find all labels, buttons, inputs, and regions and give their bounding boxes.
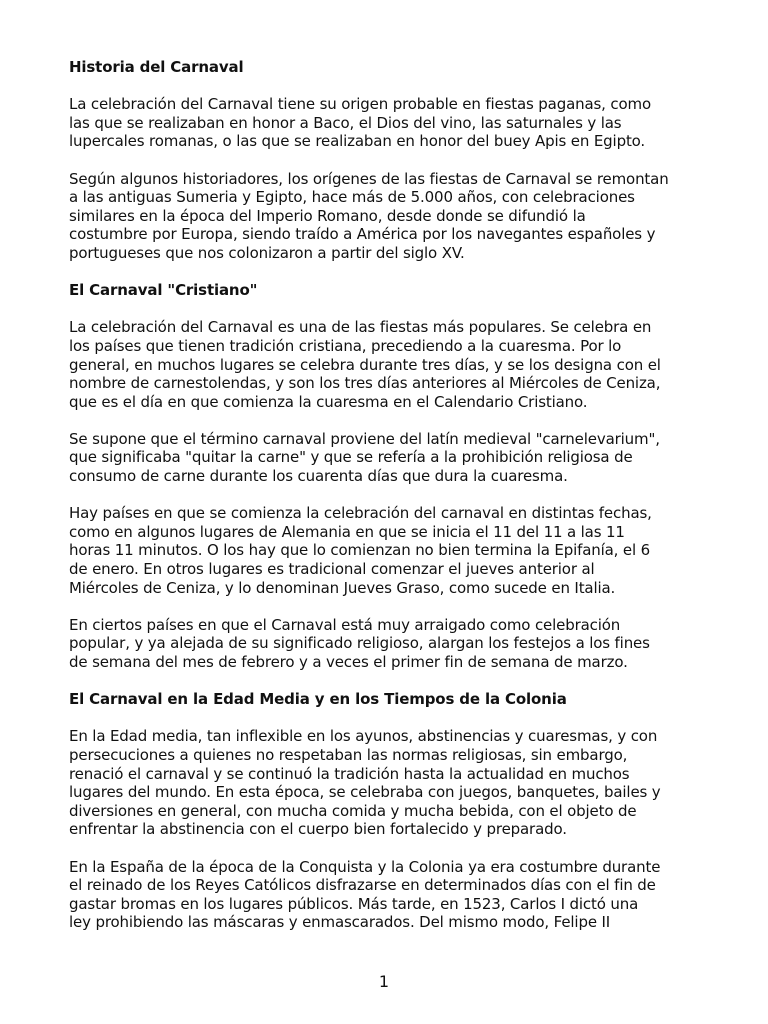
section-heading: El Carnaval "Cristiano" bbox=[69, 281, 258, 300]
paragraph bbox=[69, 170, 709, 263]
text-line: diversiones en general, con mucha comida y mucha bebida, con el objeto de bbox=[69, 801, 637, 820]
section-heading: El Carnaval en la Edad Media y en los Tiempos de la Colonia bbox=[69, 690, 567, 709]
text-line: renació el carnaval y se continuó la tradición hasta la actualidad en muchos bbox=[69, 764, 630, 783]
text-line: La celebración del Carnaval es una de las fiestas más populares. Se celebra en bbox=[69, 318, 652, 337]
document-page bbox=[69, 58, 709, 932]
text-line: las que se realizaban en honor a Baco, el Dios del vino, las saturnales y las bbox=[69, 113, 622, 132]
text-line: similares en la época del Imperio Romano, desde donde se difundió la bbox=[69, 206, 586, 225]
text-line: En la España de la época de la Conquista y la Colonia ya era costumbre durante bbox=[69, 857, 661, 876]
text-line: los países que tienen tradición cristiana, precediendo a la cuaresma. Por lo bbox=[69, 336, 622, 355]
paragraph bbox=[69, 95, 709, 151]
paragraph bbox=[69, 430, 709, 486]
text-line: La celebración del Carnaval tiene su origen probable en fiestas paganas, como bbox=[69, 95, 652, 114]
text-line: que es el día en que comienza la cuaresma en el Calendario Cristiano. bbox=[69, 392, 588, 411]
text-line: portugueses que nos colonizaron a partir del siglo XV. bbox=[69, 243, 465, 262]
text-line: Hay países en que se comienza la celebración del carnaval en distintas fechas, bbox=[69, 504, 652, 523]
text-line: de enero. En otros lugares es tradicional comenzar el jueves anterior al bbox=[69, 560, 595, 579]
page-number: 1 bbox=[378, 972, 390, 991]
paragraph bbox=[69, 318, 709, 411]
text-line: que significaba "quitar la carne" y que se refería a la prohibición religiosa de bbox=[69, 448, 633, 467]
text-line: gastar bromas en los lugares públicos. Más tarde, en 1523, Carlos I dictó una bbox=[69, 894, 639, 913]
text-line: Según algunos historiadores, los orígenes de las fiestas de Carnaval se remontan bbox=[69, 169, 669, 188]
paragraph bbox=[69, 727, 709, 839]
text-line: enfrentar la abstinencia con el cuerpo bien fortalecido y preparado. bbox=[69, 820, 567, 839]
paragraph bbox=[69, 858, 709, 932]
paragraph bbox=[69, 504, 709, 597]
text-line: costumbre por Europa, siendo traído a América por los navegantes españoles y bbox=[69, 225, 656, 244]
text-line: horas 11 minutos. O los hay que lo comienzan no bien termina la Epifanía, el 6 bbox=[69, 541, 651, 560]
text-line: general, en muchos lugares se celebra durante tres días, y se los designa con el bbox=[69, 355, 661, 374]
text-line: En ciertos países en que el Carnaval está muy arraigado como celebración bbox=[69, 615, 621, 634]
text-line: persecuciones a quienes no respetaban las normas religiosas, sin embargo, bbox=[69, 745, 628, 764]
text-line: En la Edad media, tan inflexible en los ayunos, abstinencias y cuaresmas, y con bbox=[69, 727, 658, 746]
text-line: de semana del mes de febrero y a veces el primer fin de semana de marzo. bbox=[69, 653, 628, 671]
text-line: Se supone que el término carnaval proviene del latín medieval "carnelevarium", bbox=[69, 429, 660, 448]
section-heading: Historia del Carnaval bbox=[69, 58, 244, 76]
text-line: ley prohibiendo las máscaras y enmascarados. Del mismo modo, Felipe II bbox=[69, 913, 611, 932]
paragraph bbox=[69, 616, 709, 672]
text-line: el reinado de los Reyes Católicos disfrazarse en determinados días con el fin de bbox=[69, 876, 656, 895]
text-line: consumo de carne durante los cuarenta días que dura la cuaresma. bbox=[69, 467, 568, 486]
text-line: lupercales romanas, o las que se realizaban en honor del buey Apis en Egipto. bbox=[69, 132, 646, 151]
text-line: nombre de carnestolendas, y son los tres días anteriores al Miércoles de Ceniza, bbox=[69, 374, 661, 393]
text-line: lugares del mundo. En esta época, se celebraba con juegos, banquetes, bailes y bbox=[69, 783, 661, 802]
text-line: a las antiguas Sumeria y Egipto, hace más de 5.000 años, con celebraciones bbox=[69, 188, 635, 207]
text-line: popular, y ya alejada de su significado religioso, alargan los festejos a los fines bbox=[69, 634, 650, 653]
text-line: como en algunos lugares de Alemania en que se inicia el 11 del 11 a las 11 bbox=[69, 522, 625, 541]
text-line: Miércoles de Ceniza, y lo denominan Jueves Graso, como sucede en Italia. bbox=[69, 578, 616, 597]
